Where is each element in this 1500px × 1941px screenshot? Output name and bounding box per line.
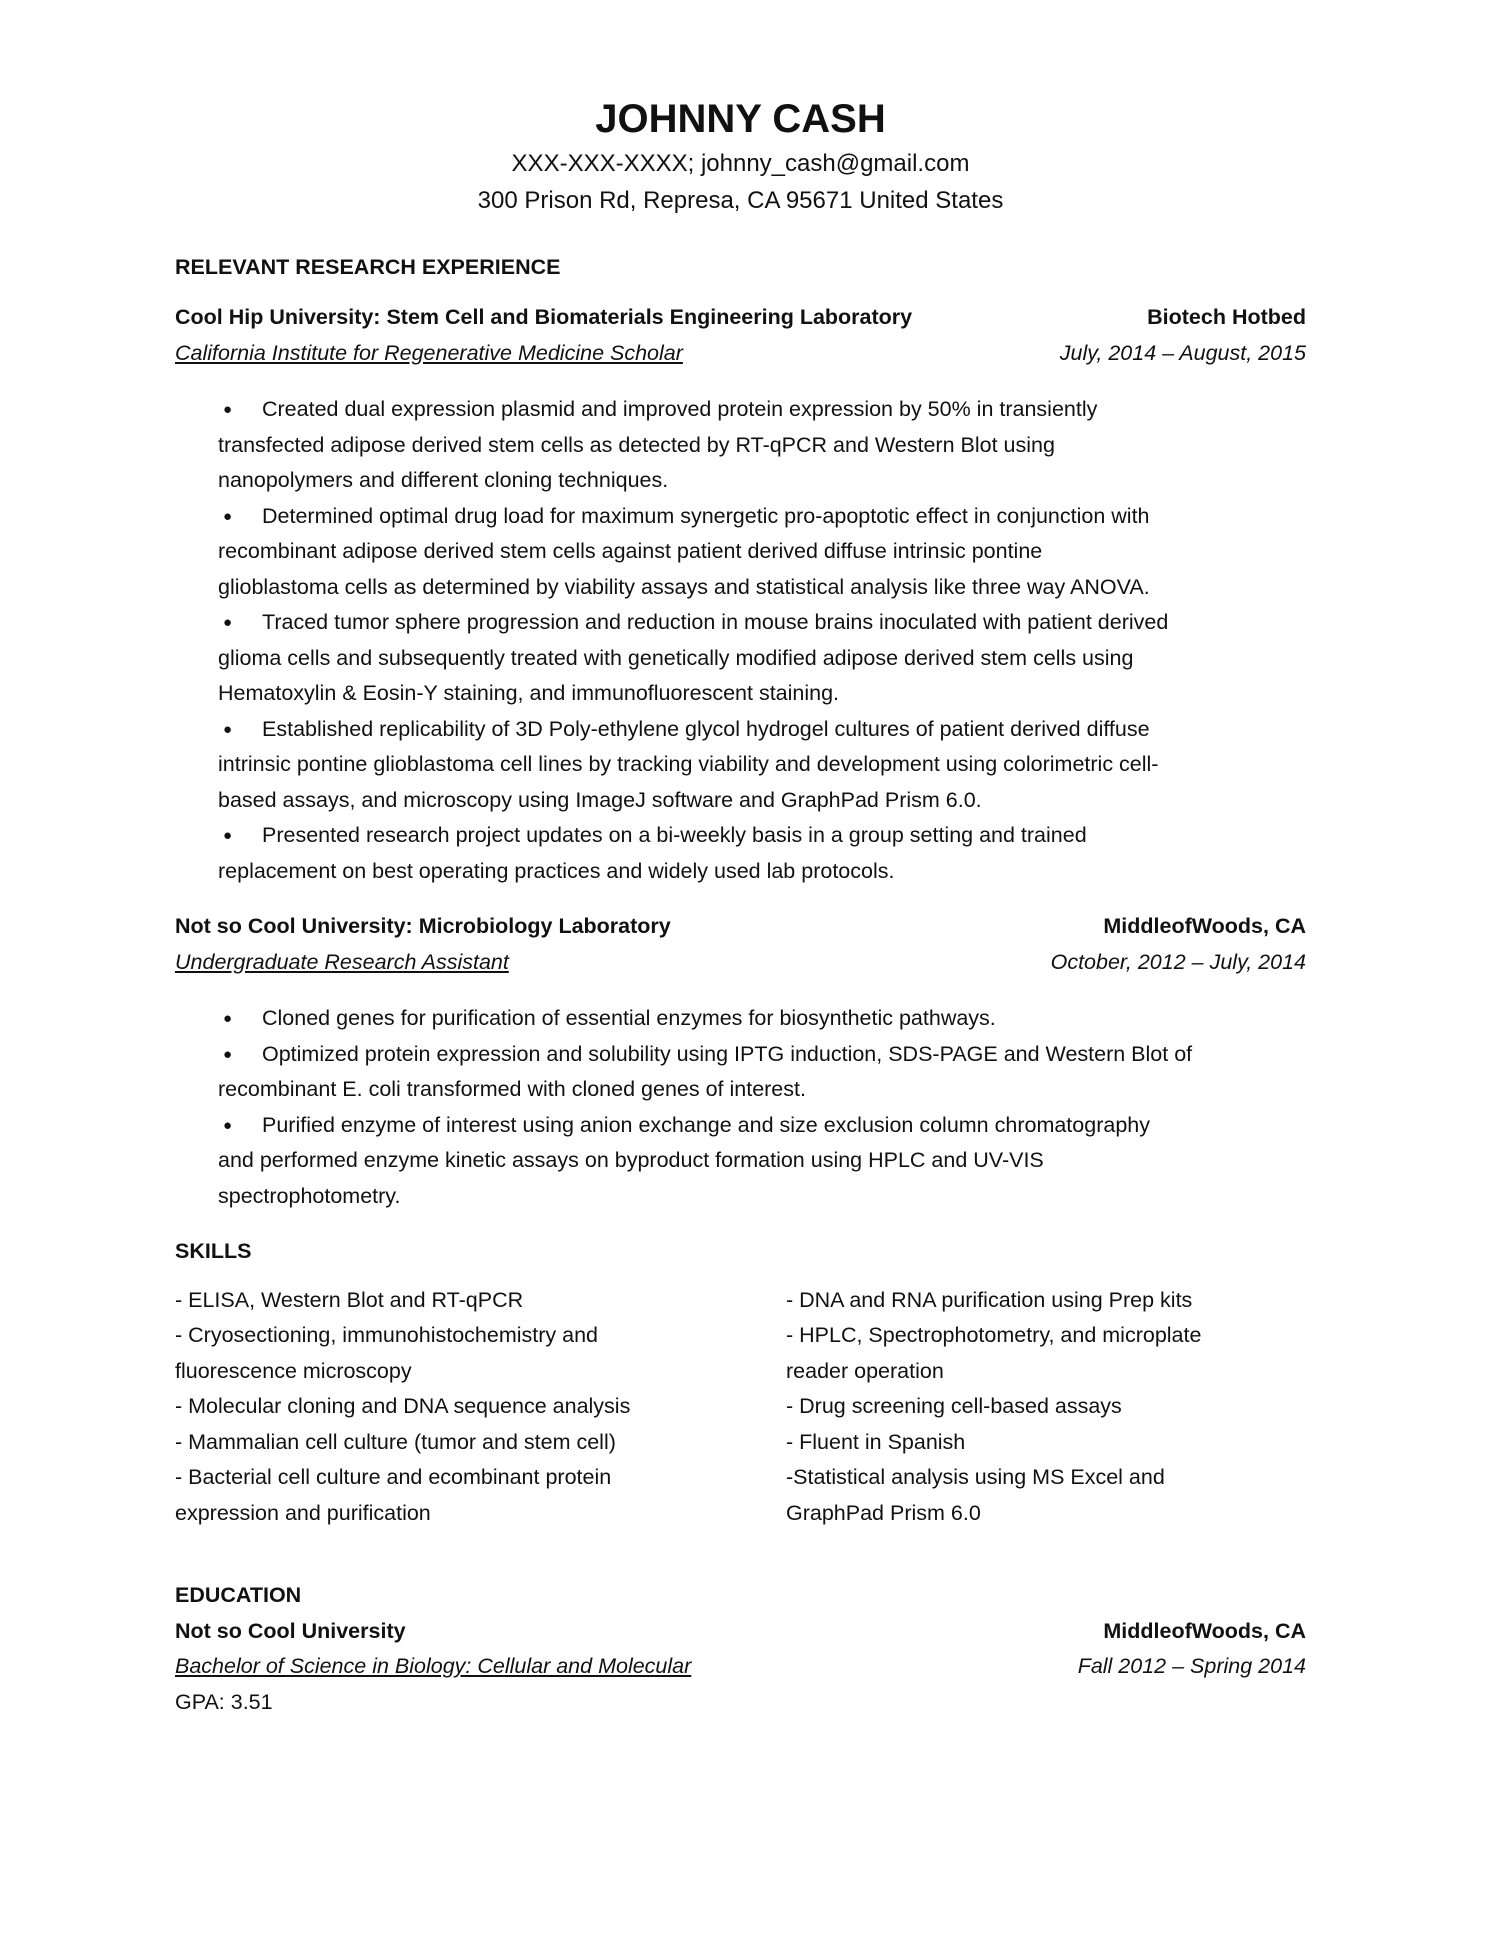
- skills-row: [175, 1425, 1306, 1461]
- bullet-line: Determined optimal drug load for maximum synergetic pro-apoptotic effect in conjunction with ●: [175, 499, 1306, 535]
- bullet-icon: ●: [223, 1045, 233, 1063]
- section-heading: EDUCATION: [175, 1583, 302, 1607]
- bullet-icon: ●: [223, 401, 233, 418]
- bullet-line: nanopolymers and different cloning techniques.: [218, 468, 669, 492]
- skills-section: [175, 1234, 1306, 1531]
- skills-row: [175, 1496, 1306, 1532]
- bullet-line: replacement on best operating practices and widely used lab protocols.: [218, 858, 895, 883]
- bullet-line: recombinant E. coli transformed with cloned genes of interest.: [218, 1077, 806, 1101]
- skill-item: - Molecular cloning and DNA sequence analysis: [175, 1394, 631, 1418]
- bullet-list: [175, 392, 1306, 889]
- organization: Not so Cool University: Microbiology Laboratory: [175, 914, 671, 938]
- job-dates: July, 2014 – August, 2015: [1059, 340, 1306, 365]
- bullet-line: Purified enzyme of interest using anion exchange and size exclusion column chromatography ●: [175, 1108, 1306, 1144]
- skills-row: [175, 1460, 1306, 1496]
- skill-item: - Drug screening cell-based assays: [786, 1394, 1122, 1418]
- bullet-line: recombinant adipose derived stem cells against patient derived diffuse intrinsic pontine: [218, 539, 1043, 563]
- skills-row: [175, 1354, 1306, 1390]
- bullet-line: Created dual expression plasmid and improved protein expression by 50% in transiently ●: [175, 392, 1306, 428]
- gpa: GPA: 3.51: [175, 1689, 273, 1714]
- section-heading: SKILLS: [175, 1239, 252, 1263]
- job-entry: [175, 300, 1306, 889]
- degree-row: [175, 1649, 1306, 1685]
- school-location: MiddleofWoods, CA: [1103, 1618, 1306, 1643]
- skills-row: [175, 1318, 1306, 1354]
- bullet-item: [175, 818, 1306, 889]
- bullet-item: [175, 605, 1306, 712]
- skill-item: - Mammalian cell culture (tumor and stem cell): [175, 1429, 616, 1454]
- skill-item: - ELISA, Western Blot and RT-qPCR: [175, 1287, 524, 1312]
- bullet-line: based assays, and microscopy using ImageJ software and GraphPad Prism 6.0.: [218, 787, 982, 812]
- bullet-item: [175, 1108, 1306, 1215]
- bullet-line: and performed enzyme kinetic assays on byproduct formation using HPLC and UV-VIS: [218, 1148, 1044, 1172]
- bullet-line: Cloned genes for purification of essential enzymes for biosynthetic pathways. ●: [175, 1001, 1306, 1037]
- bullet-icon: ●: [223, 1010, 233, 1027]
- bullet-icon: ●: [223, 1116, 233, 1134]
- skill-item: expression and purification: [175, 1500, 431, 1525]
- bullet-item: [175, 392, 1306, 499]
- job-role: Undergraduate Research Assistant: [175, 949, 509, 974]
- bullet-item: [175, 712, 1306, 819]
- bullet-line: Established replicability of 3D Poly-ethylene glycol hydrogel cultures of patient derived diffuse ●: [175, 712, 1306, 748]
- job-entry: [175, 909, 1306, 1214]
- bullet-line: glioma cells and subsequently treated with genetically modified adipose derived stem cells using: [218, 645, 1134, 670]
- job-role: California Institute for Regenerative Medicine Scholar: [175, 340, 683, 365]
- section-heading: RELEVANT RESEARCH EXPERIENCE: [175, 255, 561, 279]
- bullet-item: [175, 1001, 1306, 1037]
- bullet-line: Traced tumor sphere progression and reduction in mouse brains inoculated with patient derived ●: [175, 605, 1306, 641]
- skill-item: -Statistical analysis using MS Excel and: [786, 1465, 1165, 1489]
- organization: Cool Hip University: Stem Cell and Biomaterials Engineering Laboratory: [175, 305, 913, 329]
- resume-header: [175, 95, 1306, 219]
- bullet-icon: ●: [223, 720, 233, 738]
- bullet-line: glioblastoma cells as determined by viability assays and statistical analysis like three way ANOVA.: [218, 574, 1150, 599]
- skill-item: fluorescence microscopy: [175, 1358, 412, 1383]
- job-title-row: [175, 909, 1306, 945]
- skills-row: [175, 1389, 1306, 1425]
- experience-heading-block: [175, 250, 1306, 286]
- education-dates: Fall 2012 – Spring 2014: [1077, 1654, 1306, 1678]
- bullet-item: [175, 499, 1306, 606]
- job-role-row: [175, 336, 1306, 372]
- education-section: [175, 1578, 1306, 1720]
- contact: XXX-XXX-XXXX; johnny_cash@gmail.com: [511, 150, 970, 177]
- job-location: MiddleofWoods, CA: [1103, 914, 1306, 938]
- skill-item: - Fluent in Spanish: [786, 1429, 966, 1454]
- school: Not so Cool University: [175, 1618, 406, 1643]
- skills-row: [175, 1283, 1306, 1319]
- skill-item: - HPLC, Spectrophotometry, and microplate: [786, 1323, 1202, 1347]
- school-row: [175, 1614, 1306, 1650]
- job-role-row: [175, 945, 1306, 981]
- bullet-icon: ●: [223, 827, 233, 844]
- job-title-row: [175, 300, 1306, 336]
- skill-item: - DNA and RNA purification using Prep kits: [786, 1287, 1193, 1312]
- skill-item: reader operation: [786, 1358, 944, 1383]
- bullet-list: [175, 1001, 1306, 1214]
- name: JOHNNY CASH: [595, 97, 886, 141]
- bullet-icon: ●: [223, 614, 233, 631]
- job-dates: October, 2012 – July, 2014: [1050, 949, 1306, 974]
- skill-item: GraphPad Prism 6.0: [786, 1500, 981, 1525]
- skill-item: - Cryosectioning, immunohistochemistry and: [175, 1323, 598, 1347]
- bullet-line: transfected adipose derived stem cells as detected by RT-qPCR and Western Blot using: [218, 432, 1055, 457]
- bullet-line: Hematoxylin & Eosin-Y staining, and immunofluorescent staining.: [218, 681, 840, 705]
- bullet-icon: ●: [223, 507, 233, 525]
- skill-item: - Bacterial cell culture and ecombinant protein: [175, 1465, 612, 1489]
- bullet-item: [175, 1037, 1306, 1108]
- address: 300 Prison Rd, Represa, CA 95671 United States: [477, 187, 1004, 214]
- bullet-line: spectrophotometry.: [218, 1183, 401, 1208]
- bullet-line: Presented research project updates on a bi-weekly basis in a group setting and trained ●: [175, 818, 1306, 854]
- bullet-line: Optimized protein expression and solubility using IPTG induction, SDS-PAGE and Western Blot of ●: [175, 1037, 1306, 1073]
- job-location: Biotech Hotbed: [1147, 305, 1306, 329]
- degree: Bachelor of Science in Biology: Cellular and Molecular: [175, 1654, 692, 1678]
- bullet-line: intrinsic pontine glioblastoma cell lines by tracking viability and development using colorimetric cell-: [218, 752, 1159, 776]
